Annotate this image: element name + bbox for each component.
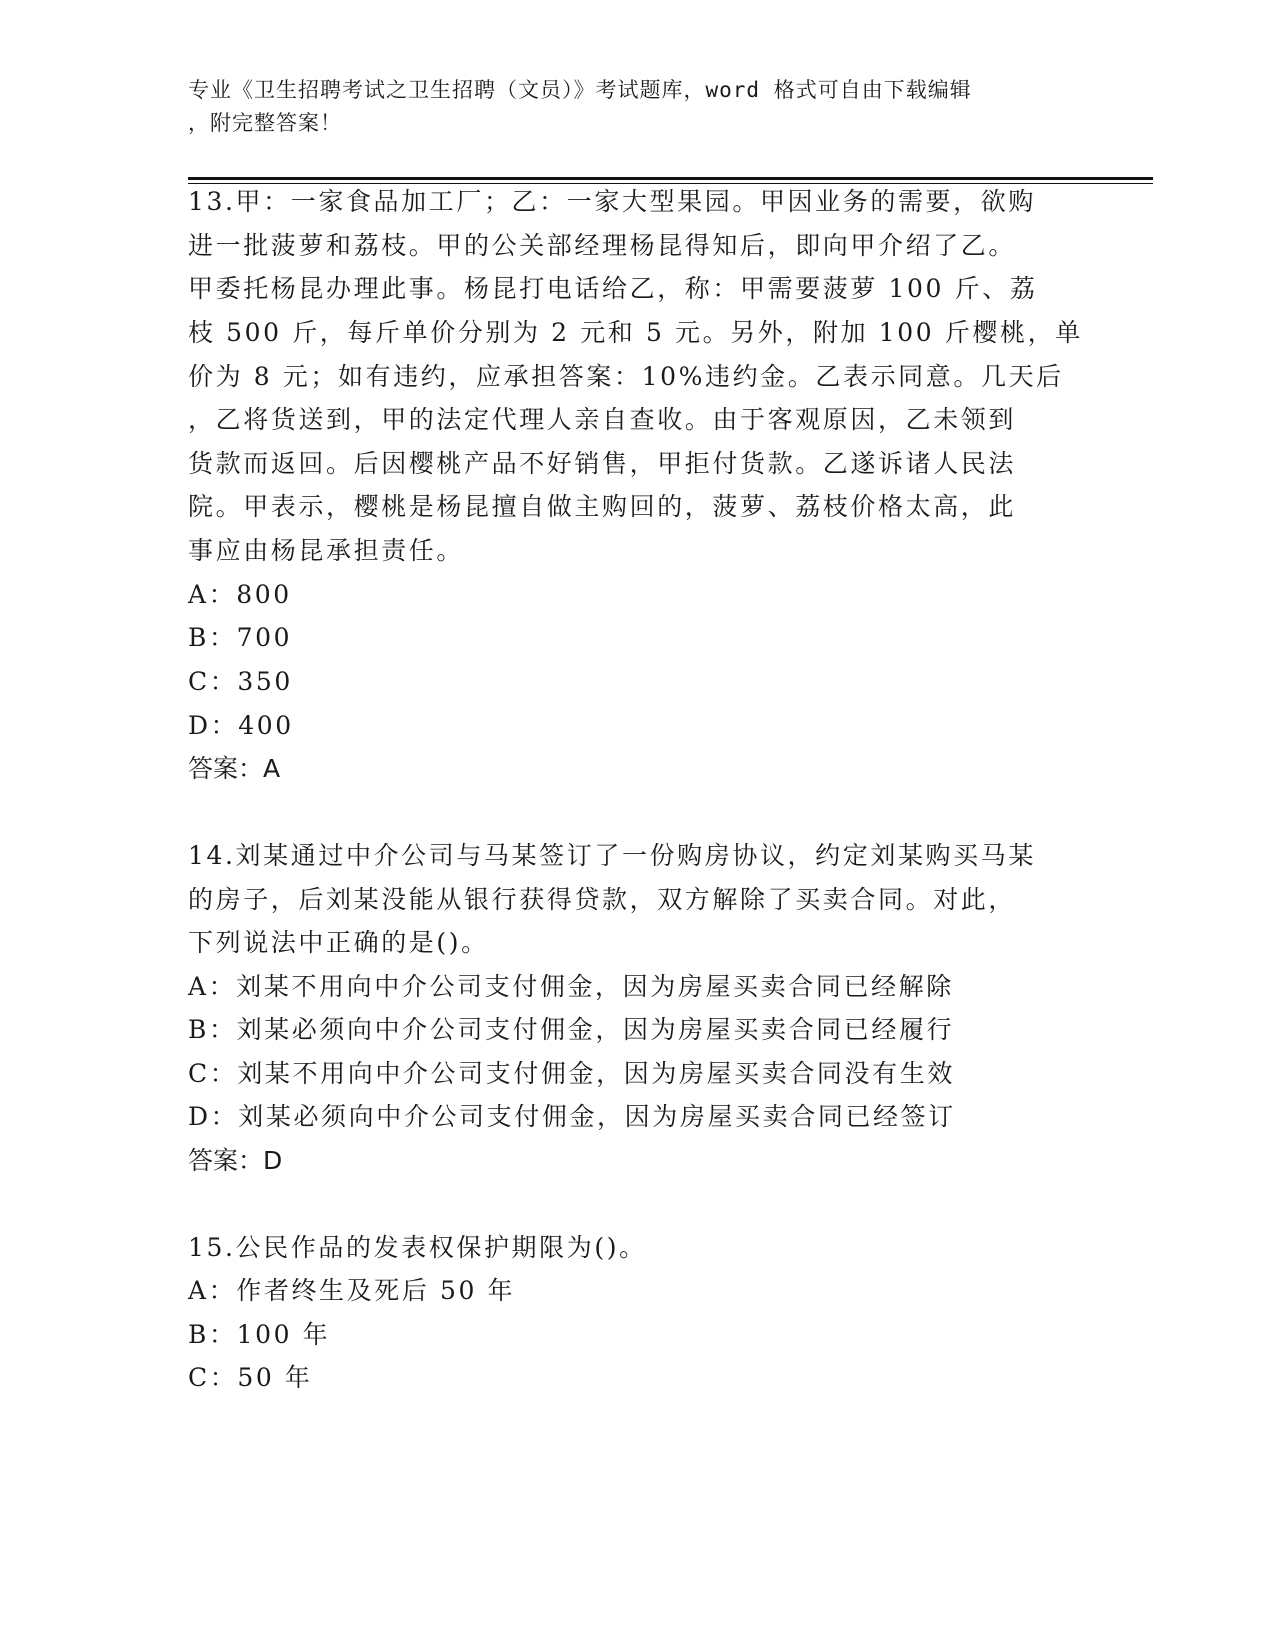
- q13-answer: 答案：A: [188, 754, 281, 783]
- q14-option-b: B：刘某必须向中介公司支付佣金，因为房屋买卖合同已经履行: [188, 1015, 955, 1044]
- q13-text-line-6: ，乙将货送到，甲的法定代理人亲自查收。由于客观原因，乙未领到: [188, 405, 1017, 434]
- q13-text-line-4: 枝 500 斤，每斤单价分别为 2 元和 5 元。另外，附加 100 斤樱桃，单: [188, 318, 1083, 347]
- q15-option-b: B：100 年: [188, 1320, 331, 1349]
- q13-text-line-1: 13.甲：一家食品加工厂；乙：一家大型果园。甲因业务的需要，欲购: [188, 187, 1036, 216]
- q13-text-line-2: 进一批菠萝和荔枝。甲的公关部经理杨昆得知后，即向甲介绍了乙。: [188, 231, 1017, 260]
- q14-option-a: A：刘某不用向中介公司支付佣金，因为房屋买卖合同已经解除: [188, 972, 954, 1001]
- q13-option-c: C：350: [188, 667, 293, 696]
- q13-text-line-8: 院。甲表示，樱桃是杨昆擅自做主购回的，菠萝、荔枝价格太高，此: [188, 492, 1017, 521]
- q14-text-line-3: 下列说法中正确的是()。: [188, 928, 489, 957]
- q13-option-b: B：700: [188, 623, 293, 652]
- header-divider-thick: [188, 177, 1153, 180]
- document-header: [188, 74, 1088, 140]
- header-line-1: 专业《卫生招聘考试之卫生招聘（文员）》考试题库，word 格式可自由下载编辑: [188, 78, 972, 102]
- header-line-2: ，附完整答案！: [188, 111, 342, 135]
- q13-text-line-9: 事应由杨昆承担责任。: [188, 536, 465, 565]
- q13-text-line-3: 甲委托杨昆办理此事。杨昆打电话给乙，称：甲需要菠萝 100 斤、荔: [188, 274, 1038, 303]
- header-divider-thin: [188, 183, 1153, 184]
- q15-option-c: C：50 年: [188, 1363, 313, 1392]
- q15-option-a: A：作者终生及死后 50 年: [188, 1276, 516, 1305]
- q14-option-d: D：刘某必须向中介公司支付佣金，因为房屋买卖合同已经签订: [188, 1102, 956, 1131]
- q13-text-line-5: 价为 8 元；如有违约，应承担答案：10%违约金。乙表示同意。几天后: [188, 362, 1064, 391]
- q14-text-line-2: 的房子，后刘某没能从银行获得贷款，双方解除了买卖合同。对此，: [188, 885, 1017, 914]
- q14-answer: 答案：D: [188, 1146, 283, 1175]
- q13-text-line-7: 货款而返回。后因樱桃产品不好销售，甲拒付货款。乙遂诉诸人民法: [188, 449, 1017, 478]
- q13-option-d: D：400: [188, 711, 294, 740]
- q14-text-line-1: 14.刘某通过中介公司与马某签订了一份购房协议，约定刘某购买马某: [188, 841, 1036, 870]
- q15-text-line-1: 15.公民作品的发表权保护期限为()。: [188, 1233, 647, 1262]
- q14-option-c: C：刘某不用向中介公司支付佣金，因为房屋买卖合同没有生效: [188, 1059, 955, 1088]
- q13-option-a: A：800: [188, 580, 292, 609]
